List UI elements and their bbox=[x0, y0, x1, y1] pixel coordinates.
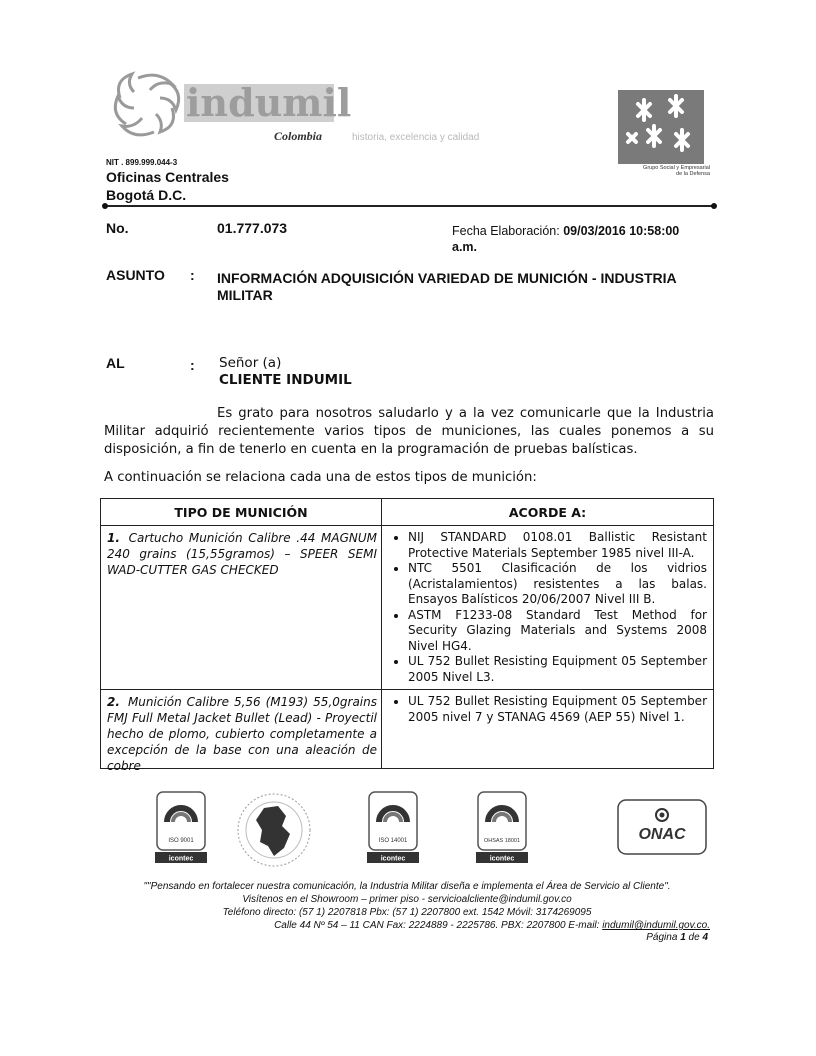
fecha-label: Fecha Elaboración: bbox=[452, 224, 560, 238]
rule-dot-right bbox=[711, 203, 717, 209]
list-item: • UL 752 Bullet Resisting Equipment 05 September 2005 nivel 7 y STANAG 4569 (AEP 55) Nivel 1. bbox=[408, 694, 707, 725]
icontec-iso14001-logo bbox=[365, 792, 421, 864]
list-item: • NIJ STANDARD 0108.01 Ballistic Resistant Protective Materials September 1985 nivel III-A. bbox=[408, 530, 707, 561]
footer bbox=[104, 880, 710, 932]
row1-acorde bbox=[382, 526, 714, 690]
fecha-ampm: a.m. bbox=[452, 240, 478, 254]
asunto-label: ASUNTO bbox=[106, 267, 165, 283]
svg-text:ONAC: ONAC bbox=[638, 826, 686, 843]
row2-tipo bbox=[101, 690, 382, 773]
tagline: historia, excelencia y calidad bbox=[352, 132, 480, 143]
intro-paragraph: Es grato para nosotros saludarlo y a la vez comunicarle que la Industria Militar adquirió recientemente varios tipos de municiones, las cuales ponemos a su disposición, a fin de tenerlo en cuenta en la programación de pruebas balísticas. bbox=[104, 406, 714, 457]
logo-colombia-text: Colombia bbox=[274, 129, 323, 143]
al-label: AL bbox=[106, 355, 125, 371]
row1-tipo-text: Cartucho Munición Calibre .44 MAGNUM 240 grains (15,55gramos) – SPEER SEMI WAD-CUTTER GAS CHECKED bbox=[107, 531, 377, 577]
footer-line1: ""Pensando en fortalecer nuestra comunicación, la Industria Militar diseña e implementa el Área de Servicio al Cliente". bbox=[143, 881, 671, 892]
colombia-seal-logo bbox=[234, 790, 314, 870]
nit: NIT . 899.999.044-3 bbox=[106, 158, 178, 167]
table-row bbox=[101, 690, 714, 769]
icontec-iso9001-logo bbox=[153, 792, 209, 864]
onac-logo bbox=[617, 799, 707, 855]
footer-address: Calle 44 Nº 54 – 11 CAN Fax: 2224889 - 2225786. PBX: 2207800 E-mail: bbox=[274, 920, 600, 931]
page-current: 1 bbox=[680, 932, 686, 943]
list-item: • UL 752 Bullet Resisting Equipment 05 September 2005 Nivel L3. bbox=[408, 654, 707, 685]
fecha-elaboracion bbox=[452, 223, 727, 255]
svg-text:ISO 14001: ISO 14001 bbox=[378, 838, 408, 844]
footer-line3: Teléfono directo: (57 1) 2207818 Pbx: (57 1) 2207800 ext. 1542 Móvil: 3174269095 bbox=[222, 907, 592, 918]
list-item: • NTC 5501 Clasificación de los vidrios (Acristalamientos) resistentes a las balas. Ensayos Balísticos 20/06/2007 Nivel III B. bbox=[408, 561, 707, 608]
asunto-colon: : bbox=[190, 267, 195, 283]
page-total: 4 bbox=[702, 932, 708, 943]
row1-num: 1. bbox=[107, 531, 120, 545]
municion-table bbox=[100, 498, 714, 773]
header-tipo: TIPO DE MUNICIÓN bbox=[101, 499, 382, 526]
row1-tipo bbox=[101, 526, 382, 690]
asunto-value: INFORMACIÓN ADQUISICIÓN VARIEDAD DE MUNICIÓN - INDUSTRIA MILITAR bbox=[217, 270, 677, 303]
svg-text:icontec: icontec bbox=[489, 855, 515, 863]
doc-no-value: 01.777.073 bbox=[217, 220, 288, 236]
row2-tipo-text: Munición Calibre 5,56 (M193) 55,0grains FMJ Full Metal Jacket Bullet (Lead) - Proyectil hecho de plomo, cubierto completamente a excepción de la base con una aleación de cobre bbox=[107, 695, 377, 773]
gse-caption bbox=[610, 165, 710, 177]
office-line2: Bogotá D.C. bbox=[106, 187, 187, 203]
svg-text:ISO 9001: ISO 9001 bbox=[168, 838, 194, 844]
page-label: Página bbox=[646, 932, 678, 943]
row2-num: 2. bbox=[107, 695, 120, 709]
recipient-title: Señor (a) bbox=[219, 355, 282, 371]
header-acorde: ACORDE A: bbox=[382, 499, 714, 526]
gse-logo bbox=[618, 90, 704, 164]
svg-text:icontec: icontec bbox=[168, 855, 194, 863]
rule-dot-left bbox=[102, 203, 108, 209]
page-of: de bbox=[688, 932, 700, 943]
list-item: • ASTM F1233-08 Standard Test Method for Security Glazing Materials and Systems 2008 Nivel HG4. bbox=[408, 608, 707, 655]
header-rule bbox=[104, 205, 714, 207]
gse-caption-line1: Grupo Social y Empresarial bbox=[643, 165, 710, 171]
svg-text:OHSAS 18001: OHSAS 18001 bbox=[483, 838, 521, 844]
office-address bbox=[106, 168, 229, 204]
footer-line4 bbox=[104, 919, 710, 932]
fecha-value: 09/03/2016 10:58:00 bbox=[563, 224, 680, 238]
table-header-row bbox=[101, 499, 714, 526]
svg-text:indumil: indumil bbox=[186, 80, 352, 125]
row2-acorde bbox=[382, 690, 714, 769]
doc-no-label: No. bbox=[106, 220, 129, 236]
recipient-name: CLIENTE INDUMIL bbox=[219, 372, 352, 388]
gse-caption-line2: de la Defensa bbox=[676, 171, 710, 177]
table-row bbox=[101, 526, 714, 690]
al-colon: : bbox=[190, 357, 195, 373]
icontec-ohsas-logo bbox=[474, 792, 530, 864]
office-line1: Oficinas Centrales bbox=[106, 169, 229, 185]
footer-line2: Visítenos en el Showroom – primer piso - servicioalcliente@indumil.gov.co bbox=[242, 894, 572, 905]
svg-text:icontec: icontec bbox=[380, 855, 406, 863]
footer-email-link[interactable]: indumil@indumil.gov.co. bbox=[602, 920, 710, 931]
list-intro: A continuación se relaciona cada una de estos tipos de munición: bbox=[104, 470, 537, 485]
page-number bbox=[560, 932, 708, 943]
